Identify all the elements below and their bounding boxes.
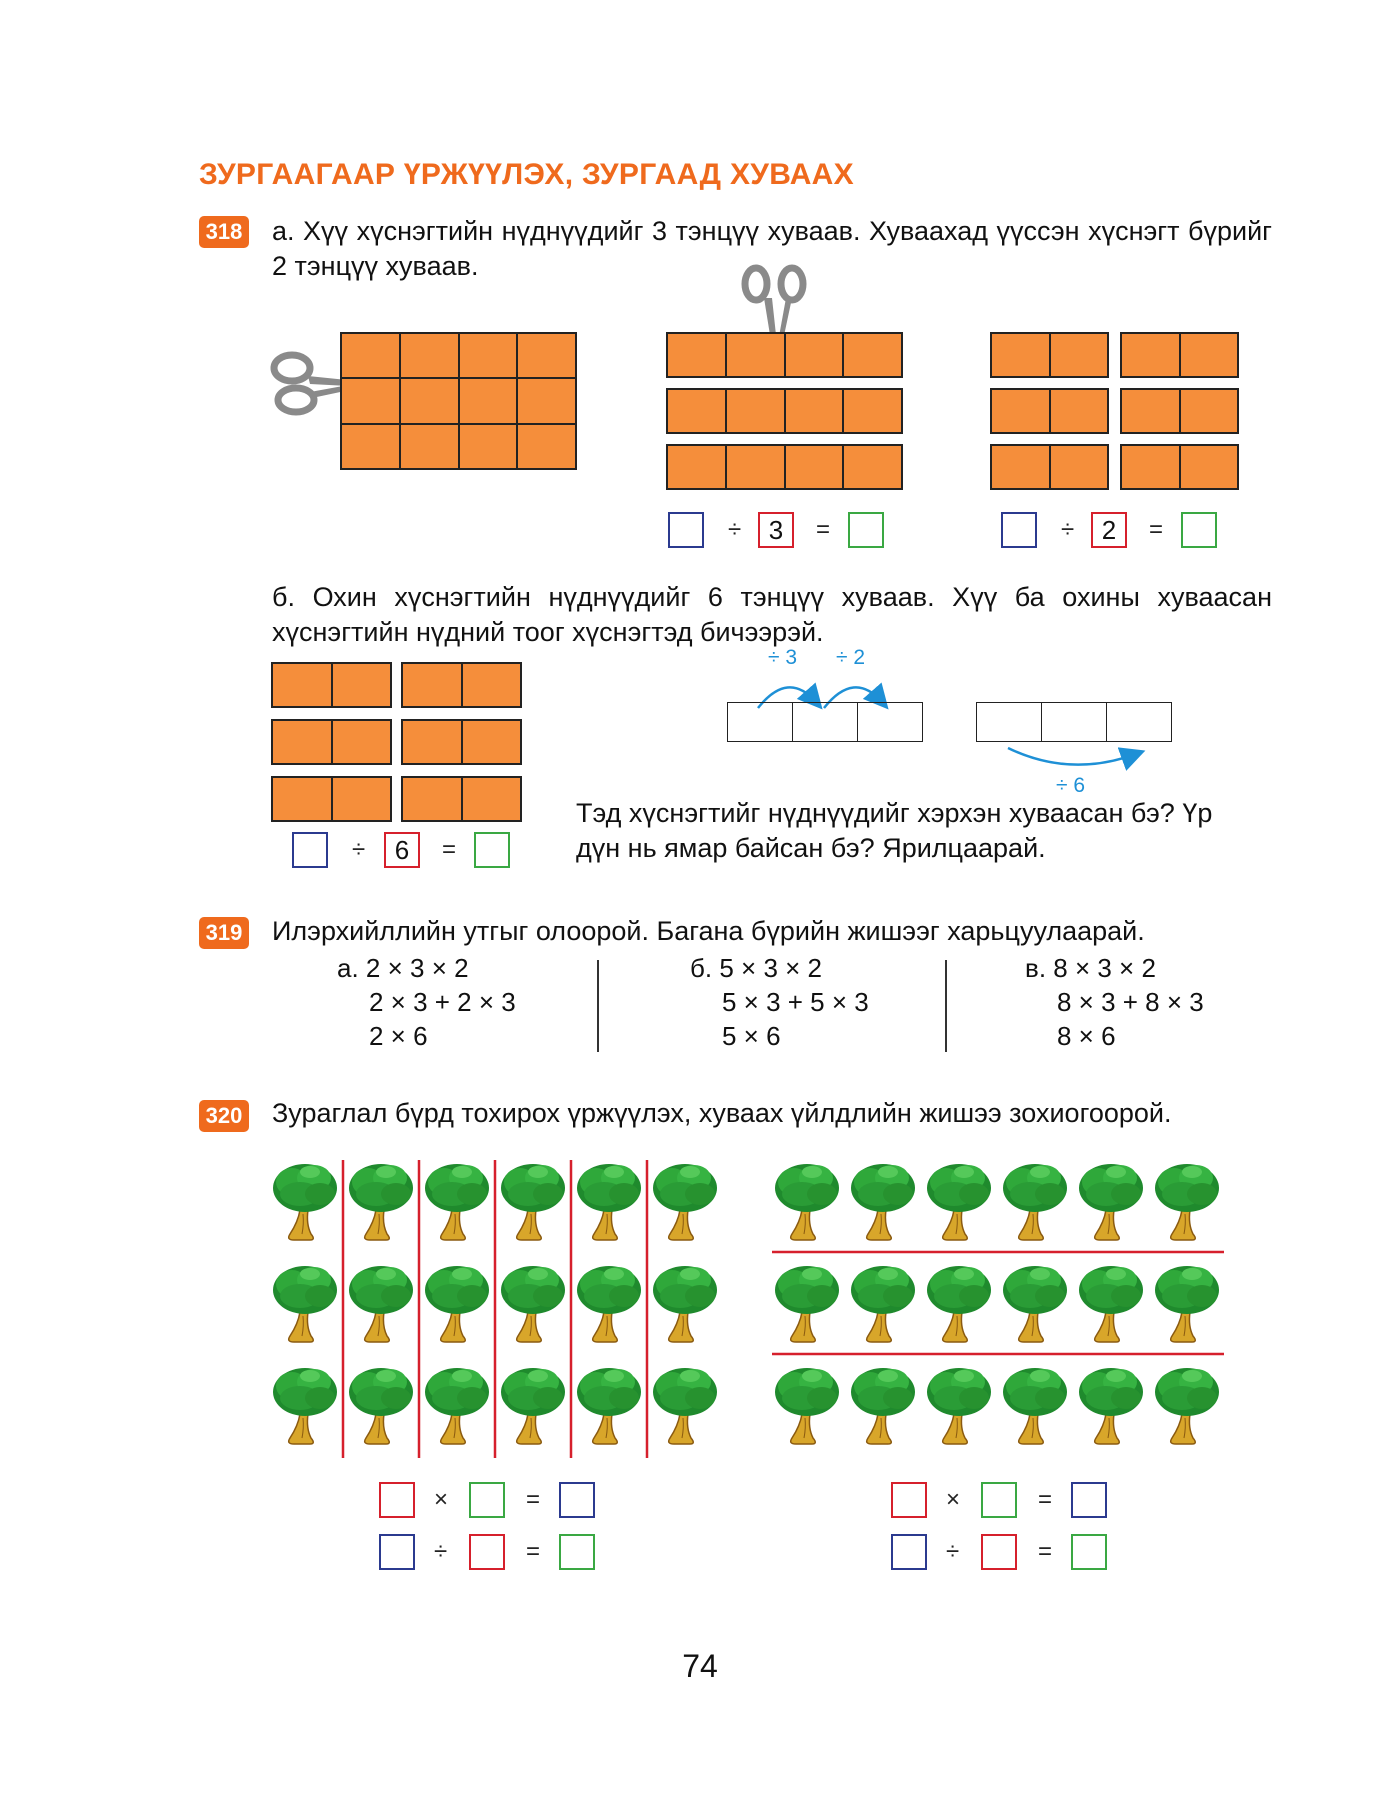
discussion-question: Тэд хүснэгтийг нүднүүдийг хэрхэн хуваасан бэ? Үр дүн нь ямар байсан бэ? Ярилцаарай. [576, 798, 1213, 863]
equals-sign: = [526, 1486, 541, 1513]
exercise-318-badge: 318 [199, 216, 249, 248]
expression: 5 × 3 + 5 × 3 [722, 987, 869, 1017]
answer-box[interactable] [981, 1482, 1017, 1518]
answer-box[interactable] [848, 512, 884, 548]
column-label: а. [337, 953, 359, 983]
column-divider [945, 960, 947, 1052]
equals-sign: = [1038, 1538, 1053, 1565]
expression: 2 × 3 × 2 [365, 953, 469, 983]
column-label: в. [1025, 953, 1047, 983]
divide-sign: ÷ [946, 1538, 960, 1565]
arrow-label-divide-6: ÷ 6 [1056, 774, 1086, 797]
answer-box[interactable] [469, 1534, 505, 1570]
tree-grid-columns [270, 1160, 740, 1480]
rectangle-grid-4x3 [340, 332, 577, 470]
arrow-label-divide-3: ÷ 3 [768, 646, 798, 669]
equals-sign: = [1038, 1486, 1053, 1513]
divide-sign: ÷ [1061, 516, 1075, 543]
answer-box[interactable] [891, 1482, 927, 1518]
exercise-319-instruction: Илэрхийллийн утгыг олоорой. Багана бүрийн жишээг харьцуулаарай. [272, 916, 1145, 946]
exercise-318-part-a-text: а. Хүү хүснэгтийн нүднүүдийг 3 тэнцүү хуваав. Хуваахад үүссэн хүснэгт бүрийг 2 тэнцүү хуваав. [272, 216, 1272, 281]
answer-table-girl[interactable] [976, 702, 1172, 742]
divide-sign: ÷ [352, 836, 366, 863]
divisor-value: 3 [758, 512, 794, 548]
answer-box[interactable] [559, 1482, 595, 1518]
answer-box[interactable] [668, 512, 704, 548]
expression: 5 × 3 × 2 [719, 953, 823, 983]
expression-column-b [690, 951, 822, 985]
exercise-320-instruction: Зураглал бүрд тохирох үржүүлэх, хуваах үйлдлийн жишээ зохиогоорой. [272, 1098, 1172, 1128]
answer-box[interactable] [474, 832, 510, 868]
answer-box[interactable] [1001, 512, 1037, 548]
answer-box[interactable] [292, 832, 328, 868]
equals-sign: = [442, 836, 457, 863]
column-label: б. [690, 953, 713, 983]
divisor-value: 2 [1091, 512, 1127, 548]
answer-box[interactable] [1071, 1482, 1107, 1518]
exercise-318-part-b-text: б. Охин хүснэгтийн нүднүүдийг 6 тэнцүү хуваав. Хүү ба охины хуваасан хүснэгтийн нүдний тоог хүснэгтэд бичээрэй. [272, 582, 1272, 647]
answer-box[interactable] [379, 1482, 415, 1518]
divide-sign: ÷ [728, 516, 742, 543]
tree-grid-rows [772, 1160, 1242, 1480]
divide-sign: ÷ [434, 1538, 448, 1565]
arrow-label-divide-2: ÷ 2 [836, 646, 866, 669]
equals-sign: = [526, 1538, 541, 1565]
expression: 5 × 6 [722, 1021, 781, 1051]
answer-box[interactable] [379, 1534, 415, 1570]
expression: 2 × 3 + 2 × 3 [369, 987, 516, 1017]
equals-sign: = [1149, 516, 1164, 543]
tree-icons [775, 1164, 1219, 1444]
expression: 2 × 6 [369, 1021, 428, 1051]
expression-column-a [337, 951, 469, 985]
expression: 8 × 6 [1057, 1021, 1116, 1051]
answer-table-boy[interactable] [727, 702, 923, 742]
page-number: 74 [682, 1648, 718, 1684]
answer-box[interactable] [559, 1534, 595, 1570]
answer-box[interactable] [1181, 512, 1217, 548]
expression-column-c [1025, 951, 1156, 985]
exercise-320-badge: 320 [199, 1100, 249, 1132]
answer-box[interactable] [1071, 1534, 1107, 1570]
answer-box[interactable] [981, 1534, 1017, 1570]
answer-box[interactable] [469, 1482, 505, 1518]
expression: 8 × 3 × 2 [1053, 953, 1156, 983]
expression: 8 × 3 + 8 × 3 [1057, 987, 1204, 1017]
multiply-sign: × [946, 1486, 961, 1513]
answer-box[interactable] [891, 1534, 927, 1570]
divisor-value: 6 [384, 832, 420, 868]
equals-sign: = [816, 516, 831, 543]
exercise-319-badge: 319 [199, 917, 249, 949]
multiply-sign: × [434, 1486, 449, 1513]
column-divider [597, 960, 599, 1052]
page-title: ЗУРГААГААР ҮРЖҮҮЛЭХ, ЗУРГААД ХУВААХ [199, 158, 854, 191]
